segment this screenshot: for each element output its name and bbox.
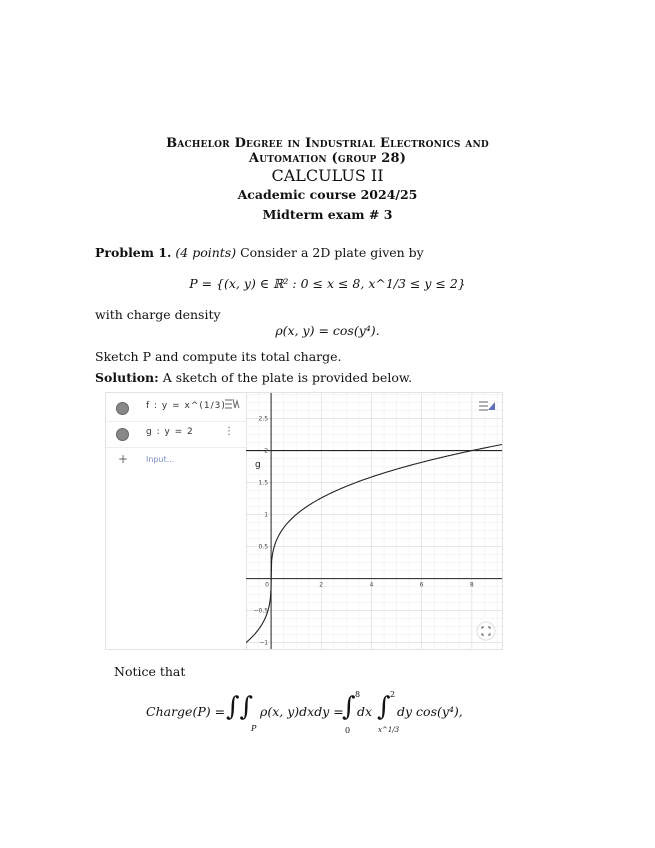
visibility-toggle-icon[interactable]	[116, 402, 129, 415]
x-tick-label: 0	[265, 581, 269, 589]
set-definition: P = {(x, y) ∈ ℝ² : 0 ≤ x ≤ 8, x^1/3 ≤ y ≤ 2}	[189, 276, 466, 291]
subscript-p: P	[251, 724, 257, 733]
integral-sign: ∫∫	[226, 692, 254, 722]
x-tick-label: 6	[419, 581, 424, 589]
density-formula: ρ(x, y) = cos(y⁴).	[275, 323, 380, 338]
add-icon[interactable]: +	[118, 452, 129, 466]
formula-lhs: Charge(P) =	[146, 704, 226, 719]
algebra-style-icon[interactable]	[224, 398, 240, 413]
integral-sign: ∫	[377, 692, 391, 722]
fullscreen-icon[interactable]	[477, 622, 495, 640]
algebra-item-text: f : y = x^(1/3)	[146, 401, 226, 411]
algebra-input[interactable]: Input...	[146, 455, 175, 464]
y-tick-label: 1.5	[258, 479, 269, 487]
g-label: g	[255, 460, 261, 470]
y-tick-label: −0.5	[253, 607, 269, 615]
task-text: Sketch P and compute its total charge.	[95, 349, 342, 364]
problem-intro: Consider a 2D plate given by	[240, 245, 424, 260]
integral-sign: ∫	[342, 692, 356, 722]
y-tick-label: −1	[259, 639, 269, 647]
course-title: CALCULUS II	[271, 166, 384, 185]
lower-limit-x: x^1/3	[378, 726, 400, 734]
problem-label: Problem 1.	[95, 245, 172, 260]
formula-dx: dx	[357, 704, 373, 719]
problem-points: (4 points)	[175, 245, 237, 260]
algebra-item-text: g : y = 2	[146, 427, 194, 437]
solution-text: A sketch of the plate is provided below.	[162, 370, 413, 385]
graphics-view[interactable]	[246, 393, 502, 649]
formula-end: dy cos(y⁴),	[397, 704, 463, 719]
lower-limit-0: 0	[345, 726, 351, 735]
curve-f[interactable]	[246, 445, 502, 643]
visibility-toggle-icon[interactable]	[116, 428, 129, 441]
algebra-input-row[interactable]	[106, 449, 246, 475]
y-tick-label: 2	[264, 447, 269, 455]
x-tick-label: 2	[319, 581, 324, 589]
grid	[246, 393, 502, 649]
more-options-icon[interactable]: ⋮	[224, 426, 234, 437]
algebra-item-g[interactable]	[106, 421, 246, 448]
y-tick-label: 1	[264, 511, 269, 519]
density-intro: with charge density	[95, 307, 221, 322]
program-line-2: Automation (group 28)	[248, 151, 407, 166]
x-tick-label: 8	[469, 581, 474, 589]
y-tick-label: 0.5	[258, 543, 269, 551]
charge-formula	[0, 690, 655, 750]
solution-line	[95, 370, 412, 385]
solution-label: Solution:	[95, 370, 159, 385]
notice-text: Notice that	[114, 664, 186, 679]
academic-course: Academic course 2024/25	[237, 187, 418, 202]
upper-limit-2: 2	[390, 690, 396, 699]
y-tick-label: 2.5	[258, 415, 269, 423]
problem-statement	[95, 245, 424, 260]
program-line-1: Bachelor Degree in Industrial Electronics and	[166, 136, 489, 151]
algebra-view	[106, 393, 247, 649]
geogebra-panel	[105, 392, 503, 650]
exam-title: Midterm exam # 3	[262, 207, 393, 222]
graphics-style-icon[interactable]	[478, 399, 496, 413]
x-tick-label: 4	[369, 581, 374, 589]
upper-limit-8: 8	[355, 690, 361, 699]
formula-mid: ρ(x, y)dxdy =	[260, 704, 344, 719]
